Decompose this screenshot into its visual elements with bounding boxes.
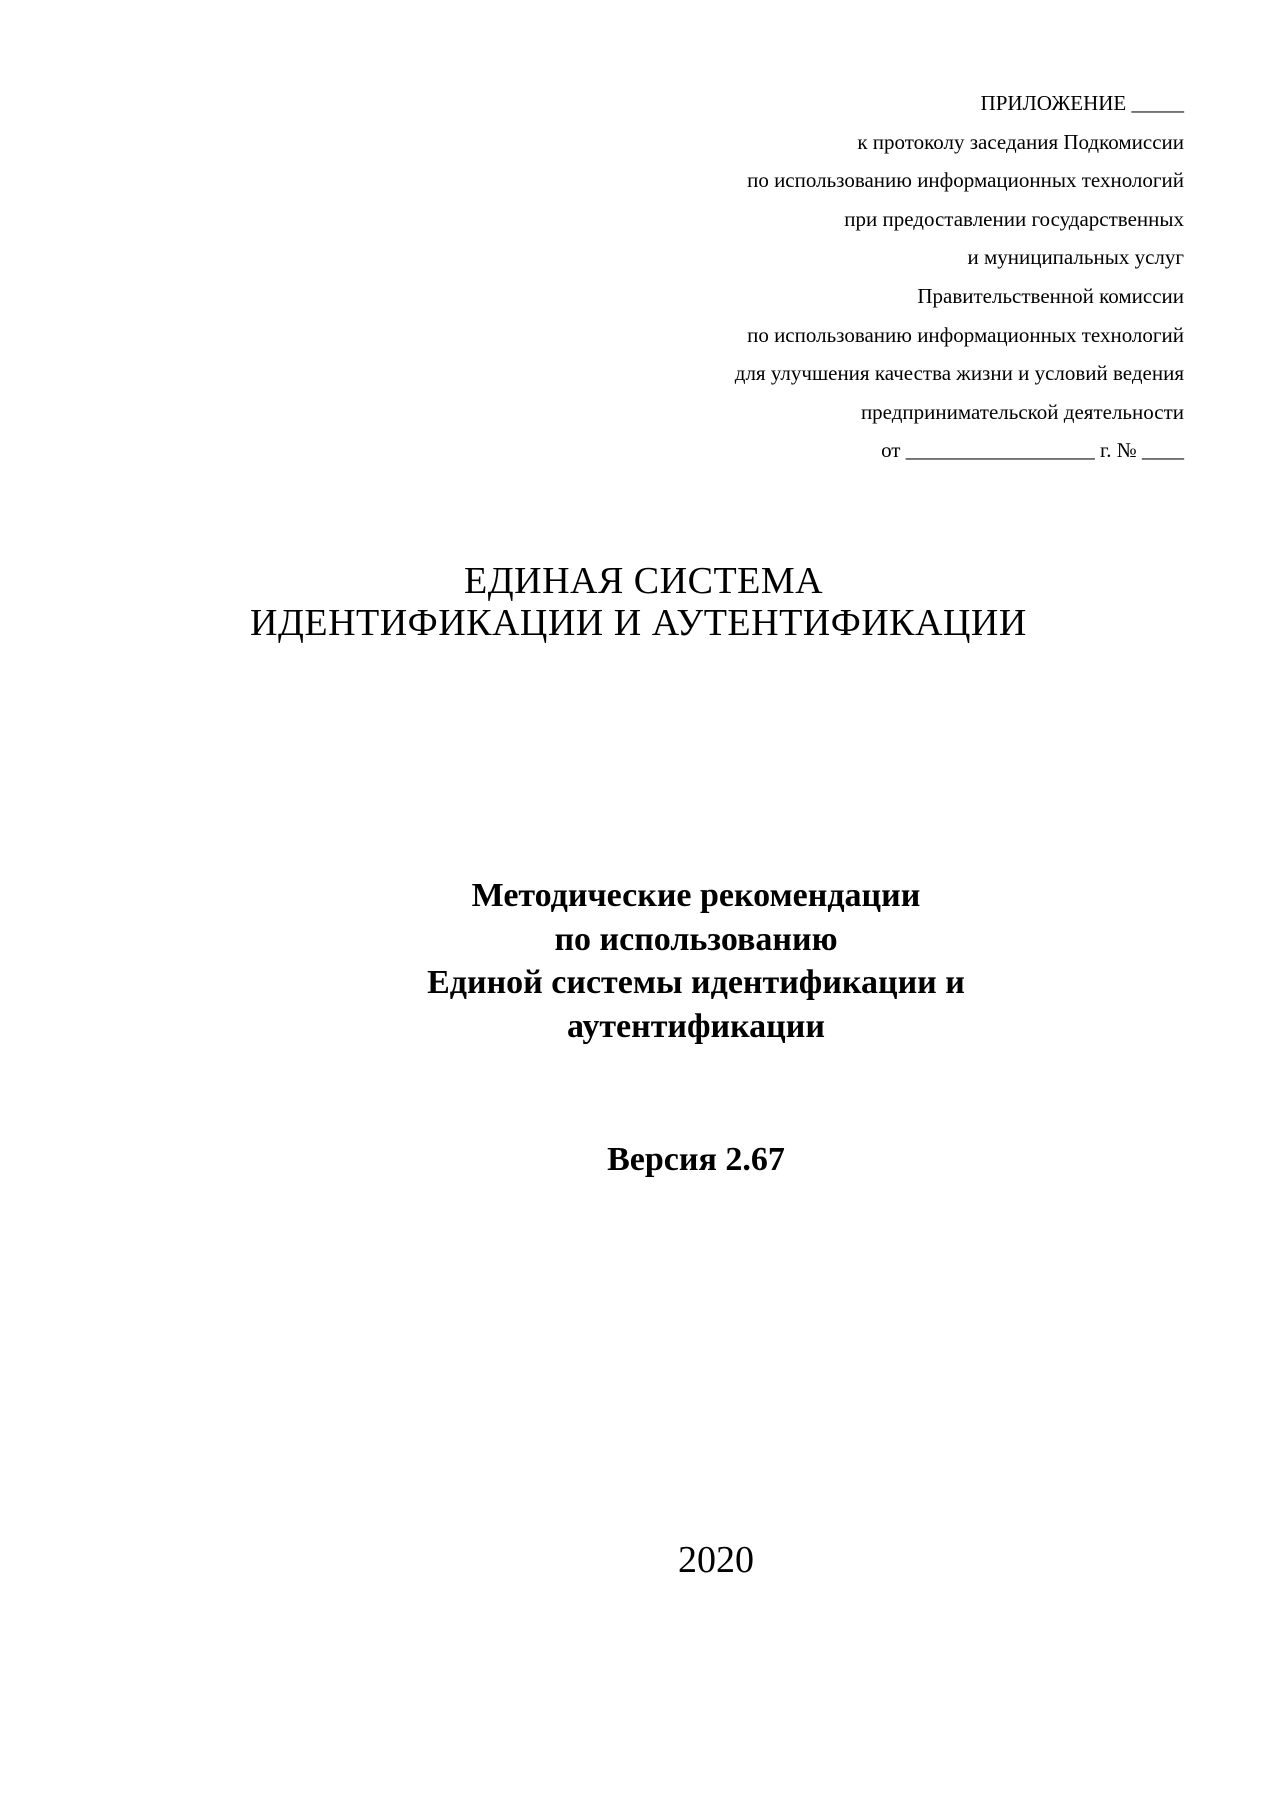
appendix-header (424, 84, 1184, 470)
version-label: Версия 2.67 (607, 1141, 785, 1178)
appendix-line: к протоколу заседания Подкомиссии (857, 129, 1184, 154)
system-title-line-2: ИДЕНТИФИКАЦИИ И АУТЕНТИФИКАЦИИ (250, 602, 1027, 644)
appendix-line: по использованию информационных технологий (747, 322, 1184, 347)
appendix-line: и муниципальных услуг (967, 245, 1184, 270)
document-title-line: по использованию (554, 920, 838, 958)
document-title-line: аутентификации (567, 1007, 825, 1045)
appendix-line: для улучшения качества жизни и условий ведения (734, 361, 1184, 386)
appendix-line: Правительственной комиссии (917, 283, 1184, 308)
appendix-line: предпринимательской деятельности (860, 399, 1184, 424)
appendix-line: по использованию информационных технологий (747, 168, 1184, 193)
system-title-line-1: ЕДИНАЯ СИСТЕМА (464, 560, 824, 602)
appendix-line: от __________________ г. № ____ (881, 438, 1184, 463)
document-title-line: Единой системы идентификации и (427, 964, 965, 1001)
appendix-line: ПРИЛОЖЕНИЕ _____ (980, 91, 1184, 115)
system-title (0, 560, 1280, 644)
appendix-line: при предоставлении государственных (844, 206, 1184, 231)
document-title (340, 874, 1052, 1048)
document-title-line: Методические рекомендации (471, 877, 921, 914)
publication-year: 2020 (678, 1539, 754, 1581)
